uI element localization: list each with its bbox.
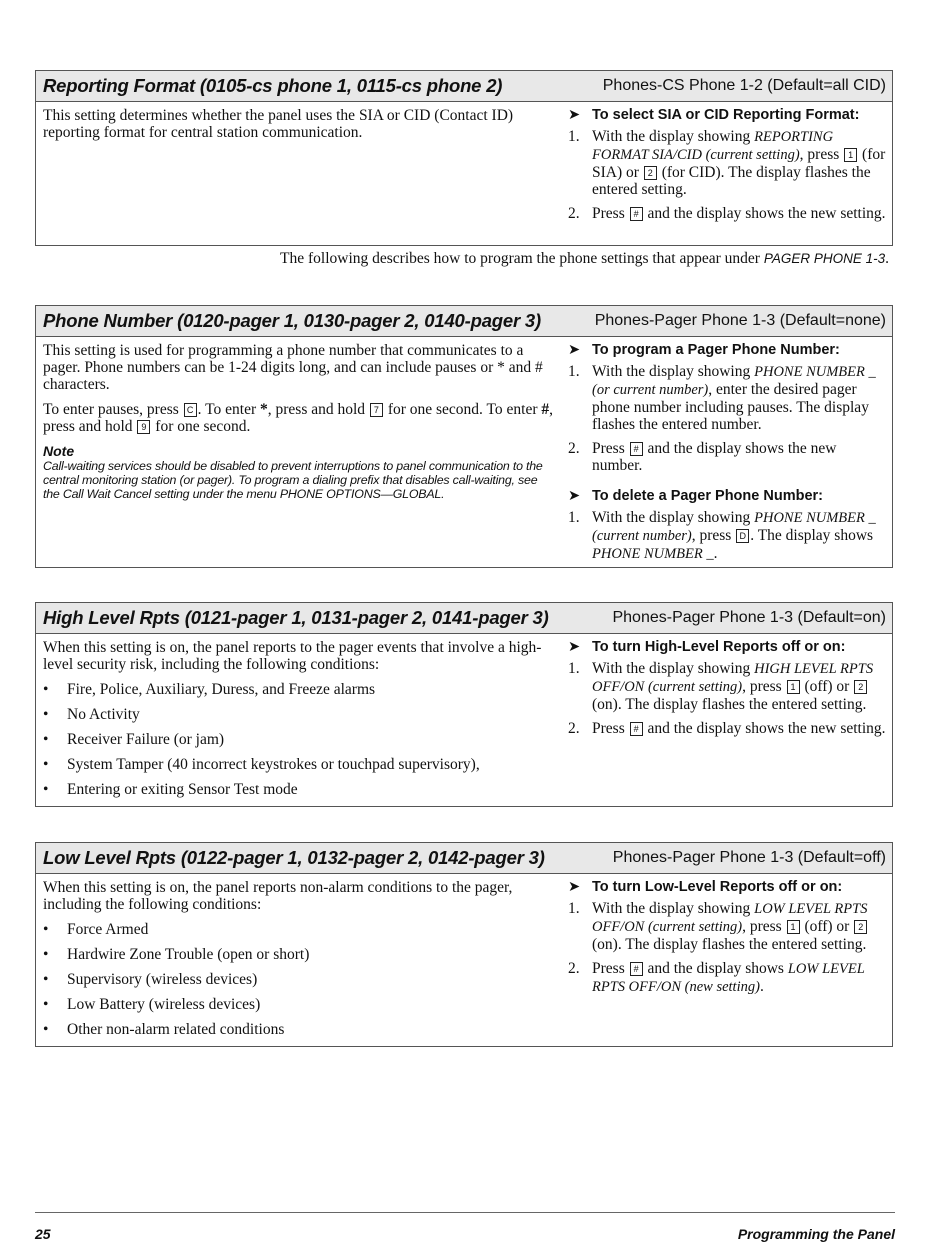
procedure-column <box>562 874 892 1052</box>
section-title: Reporting Format (0105-cs phone 1, 0115-cs phone 2) <box>43 75 503 96</box>
key-hash-icon: # <box>630 207 643 221</box>
list-item: • Low Battery (wireless devices) <box>43 996 556 1013</box>
key-2-icon: 2 <box>644 166 657 180</box>
key-2-icon: 2 <box>854 680 867 694</box>
list-item: • No Activity <box>43 706 556 723</box>
description-keys: To enter pauses, press C . To enter *, press and hold 7 for one second. To enter #, press and hold 9 for one second. <box>43 401 554 435</box>
procedure-title: ➤ To program a Pager Phone Number: <box>568 342 840 358</box>
procedure-title: ➤ To turn Low-Level Reports off or on: <box>568 879 843 895</box>
description: When this setting is on, the panel reports to the pager events that involve a high-level security risk, including the following conditions: <box>43 639 542 673</box>
list-item: • Fire, Police, Auxiliary, Duress, and Freeze alarms <box>43 681 556 698</box>
procedure-step: 2. Press # and the display shows LOW LEVEL RPTS OFF/ON (new setting). <box>568 960 865 995</box>
page-number: 25 <box>35 1226 51 1242</box>
key-2-icon: 2 <box>854 920 867 934</box>
list-item: • Entering or exiting Sensor Test mode <box>43 781 556 798</box>
intro-text: The following describes how to program the phone settings that appear under PAGER PHONE 1-3. <box>280 250 889 267</box>
procedure-steps <box>568 363 886 474</box>
page-footer <box>35 1226 895 1242</box>
condition-list <box>43 921 556 1038</box>
description-column <box>36 102 562 236</box>
section-header <box>36 306 892 337</box>
procedure-step: 1. With the display showing REPORTING FORMAT SIA/CID (current setting), press 1 (for SIA) or 2 (for CID). The display flashes the entered setting. <box>568 128 886 198</box>
section-menu-default: Phones-Pager Phone 1-3 (Default=none) <box>594 312 886 329</box>
procedure-column <box>562 337 892 577</box>
section-title: Phone Number (0120-pager 1, 0130-pager 2, 0140-pager 3) <box>43 310 541 331</box>
procedure-step: 2. Press # and the display shows the new setting. <box>568 205 886 222</box>
list-item: • Hardwire Zone Trouble (open or short) <box>43 946 556 963</box>
list-item: • System Tamper (40 incorrect keystrokes or touchpad supervisory), <box>43 756 556 773</box>
section-title: High Level Rpts (0121-pager 1, 0131-pager 2, 0141-pager 3) <box>43 607 549 628</box>
display-text: PHONE NUMBER _ (current number) <box>592 510 876 544</box>
procedure-steps <box>568 128 886 222</box>
procedure-column <box>562 634 892 812</box>
key-9-icon: 9 <box>137 420 150 434</box>
description: When this setting is on, the panel reports non-alarm conditions to the pager, including the following conditions: <box>43 879 513 913</box>
procedure-step: 2. Press # and the display shows the new number. <box>568 440 837 474</box>
key-1-icon: 1 <box>787 680 800 694</box>
description: This setting is used for programming a phone number that communicates to a pager. Phone numbers can be 1-24 digits long, and can include pauses or * and # characters. <box>43 342 543 393</box>
procedure-title: ➤ To turn High-Level Reports off or on: <box>568 639 846 655</box>
procedure-step: 1. With the display showing HIGH LEVEL RPTS OFF/ON (current setting), press 1 (off) or 2 (on). The display flashes the entered setting. <box>568 660 874 713</box>
section-low-level-rpts <box>35 842 893 1047</box>
procedure-step: 1. With the display showing LOW LEVEL RPTS OFF/ON (current setting), press 1 (off) or 2 (on). The display flashes the entered setting. <box>568 900 868 953</box>
display-text: PHONE NUMBER _ (or current number) <box>592 364 876 398</box>
key-7-icon: 7 <box>370 403 383 417</box>
arrow-icon: ➤ <box>568 488 581 504</box>
description-column <box>36 634 562 812</box>
procedure-title: ➤ To select SIA or CID Reporting Format: <box>568 107 860 123</box>
display-text: LOW LEVEL RPTS OFF/ON (new setting) <box>592 961 865 995</box>
key-c-icon: C <box>184 403 197 417</box>
list-item: • Force Armed <box>43 921 556 938</box>
list-item: • Receiver Failure (or jam) <box>43 731 556 748</box>
arrow-icon: ➤ <box>568 639 581 655</box>
procedure-step: 1. With the display showing PHONE NUMBER _ (or current number), enter the desired pager phone number including pauses. The display flashes the entered number. <box>568 363 876 433</box>
section-menu-default: Phones-CS Phone 1-2 (Default=all CID) <box>602 77 886 94</box>
section-header <box>36 71 892 102</box>
procedure-steps <box>568 660 886 737</box>
arrow-icon: ➤ <box>568 879 581 895</box>
section-header <box>36 843 892 874</box>
key-hash-icon: # <box>630 442 643 456</box>
key-1-icon: 1 <box>844 148 857 162</box>
section-high-level-rpts <box>35 602 893 807</box>
procedure-steps <box>568 509 886 563</box>
procedure-title: ➤ To delete a Pager Phone Number: <box>568 488 823 504</box>
key-1-icon: 1 <box>787 920 800 934</box>
section-menu-default: Phones-Pager Phone 1-3 (Default=off) <box>612 849 886 866</box>
arrow-icon: ➤ <box>568 342 581 358</box>
key-d-icon: D <box>736 529 749 543</box>
note-text: Call-waiting services should be disabled to prevent interruptions to panel communication to the central monitoring station (or pager). To program a dialing prefix that disables call-waiting, see the Call Wait Cancel setting under the menu PHONE OPTIONS—GLOBAL. <box>43 459 543 501</box>
description-column <box>36 337 562 577</box>
section-reporting-format <box>35 70 893 246</box>
description-column <box>36 874 562 1052</box>
section-menu-default: Phones-Pager Phone 1-3 (Default=on) <box>612 609 886 626</box>
procedure-column <box>562 102 892 236</box>
note-heading: Note <box>43 443 75 459</box>
chapter-title: Programming the Panel <box>737 1226 895 1242</box>
display-text: REPORTING FORMAT SIA/CID (current setting) <box>592 129 834 163</box>
section-header <box>36 603 892 634</box>
procedure-step: 1. With the display showing PHONE NUMBER _ (current number), press D . The display shows PHONE NUMBER _. <box>568 509 876 562</box>
section-title: Low Level Rpts (0122-pager 1, 0132-pager 2, 0142-pager 3) <box>43 847 545 868</box>
display-text: LOW LEVEL RPTS OFF/ON (current setting) <box>592 901 868 935</box>
condition-list <box>43 681 556 798</box>
key-hash-icon: # <box>630 722 643 736</box>
procedure-steps <box>568 900 886 996</box>
display-text: HIGH LEVEL RPTS OFF/ON (current setting) <box>592 661 874 695</box>
list-item: • Other non-alarm related conditions <box>43 1021 556 1038</box>
section-phone-number <box>35 305 893 568</box>
list-item: • Supervisory (wireless devices) <box>43 971 556 988</box>
display-text: PHONE NUMBER _ <box>592 546 714 562</box>
key-hash-icon: # <box>630 962 643 976</box>
description: This setting determines whether the panel uses the SIA or CID (Contact ID) reporting format for central station communication. <box>43 107 514 141</box>
menu-code: PAGER PHONE 1-3 <box>763 251 886 266</box>
footer-divider <box>35 1212 895 1213</box>
arrow-icon: ➤ <box>568 107 581 123</box>
procedure-step: 2. Press # and the display shows the new setting. <box>568 720 886 737</box>
